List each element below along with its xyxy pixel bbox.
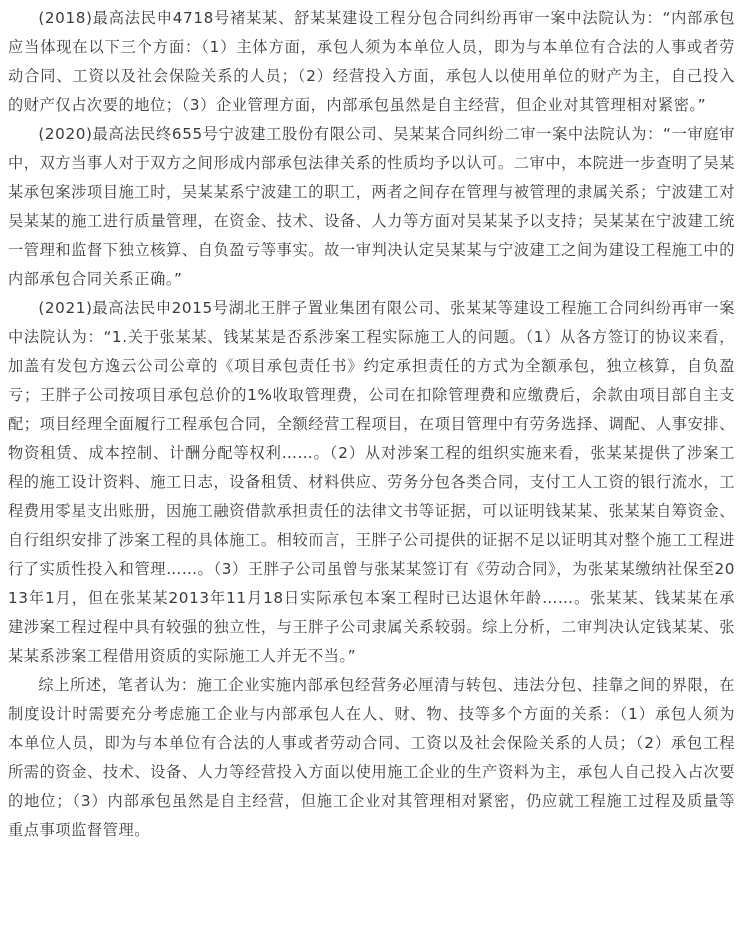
paragraph-case-2018: (2018)最高法民申4718号褚某某、舒某某建设工程分包合同纠纷再审一案中法院认为：“内部承包应当体现在以下三个方面：（1）主体方面，承包人须为本单位人员，即为与本单位有合法的人事或者劳动合同、工资以及社会保险关系的人员；（2）经营投入方面，承包人以使用单位的财产为主，自己投入的财产仅占次要的地位；（3）企业管理方面，内部承包虽然是自主经营，但企业对其管理相对紧密。” <box>8 9 735 114</box>
paragraph-case-2021: (2021)最高法民申2015号湖北王胖子置业集团有限公司、张某某等建设工程施工合同纠纷再审一案中法院认为：“1.关于张某某、钱某某是否系涉案工程实际施工人的问题。（1）从各方签订的协议来看，加盖有发包方逸云公司公章的《项目承包责任书》约定承担责任的方式为全额承包，独立核算，自负盈亏；王胖子公司按项目承包总价的1%收取管理费，公司在扣除管理费和应缴费后，余款由项目部自主支配；项目经理全面履行工程承包合同，全额经营工程项目，在项目管理中有劳务选择、调配、人事安排、物资租赁、成本控制、计酬分配等权利……。（2）从对涉案工程的组织实施来看，张某某提供了涉案工程的施工设计资料、施工日志，设备租赁、材料供应、劳务分包各类合同，支付工人工资的银行流水，工程费用零星支出账册，因施工融资借款承担责任的法律文书等证据，可以证明钱某某、张某某自筹资金、自行组织安排了涉案工程的具体施工。相较而言，王胖子公司提供的证据不足以证明其对整个施工工程进行了实质性投入和管理……。（3）王胖子公司虽曾与张某某签订有《劳动合同》，为张某某缴纳社保至2013年1月，但在张某某2013年11月18日实际承包本案工程时已达退休年龄……。张某某、钱某某在承建涉案工程过程中具有较强的独立性，与王胖子公司隶属关系较弱。综上分析，二审判决认定钱某某、张某某系涉案工程借用资质的实际施工人并无不当。” <box>8 299 735 665</box>
paragraph-case-2020: (2020)最高法民终655号宁波建工股份有限公司、吴某某合同纠纷二审一案中法院认为：“一审庭审中，双方当事人对于双方之间形成内部承包法律关系的性质均予以认可。二审中，本院进一步查明了吴某某承包案涉项目施工时，吴某某系宁波建工的职工，两者之间存在管理与被管理的隶属关系；宁波建工对吴某某的施工进行质量管理，在资金、技术、设备、人力等方面对吴某某予以支持；吴某某在宁波建工统一管理和监督下独立核算、自负盈亏等事实。故一审判决认定吴某某与宁波建工之间为建设工程施工中的内部承包合同关系正确。” <box>8 125 735 288</box>
paragraph-conclusion: 综上所述，笔者认为：施工企业实施内部承包经营务必厘清与转包、违法分包、挂靠之间的界限，在制度设计时需要充分考虑施工企业与内部承包人在人、财、物、技等多个方面的关系：（1）承包人须为本单位人员，即为与本单位有合法的人事或者劳动合同、工资以及社会保险关系的人员；（2）承包工程所需的资金、技术、设备、人力等经营投入方面以使用施工企业的生产资料为主，承包人自己投入占次要的地位；（3）内部承包虽然是自主经营，但施工企业对其管理相对紧密，仍应就工程施工过程及质量等重点事项监督管理。 <box>8 676 735 839</box>
